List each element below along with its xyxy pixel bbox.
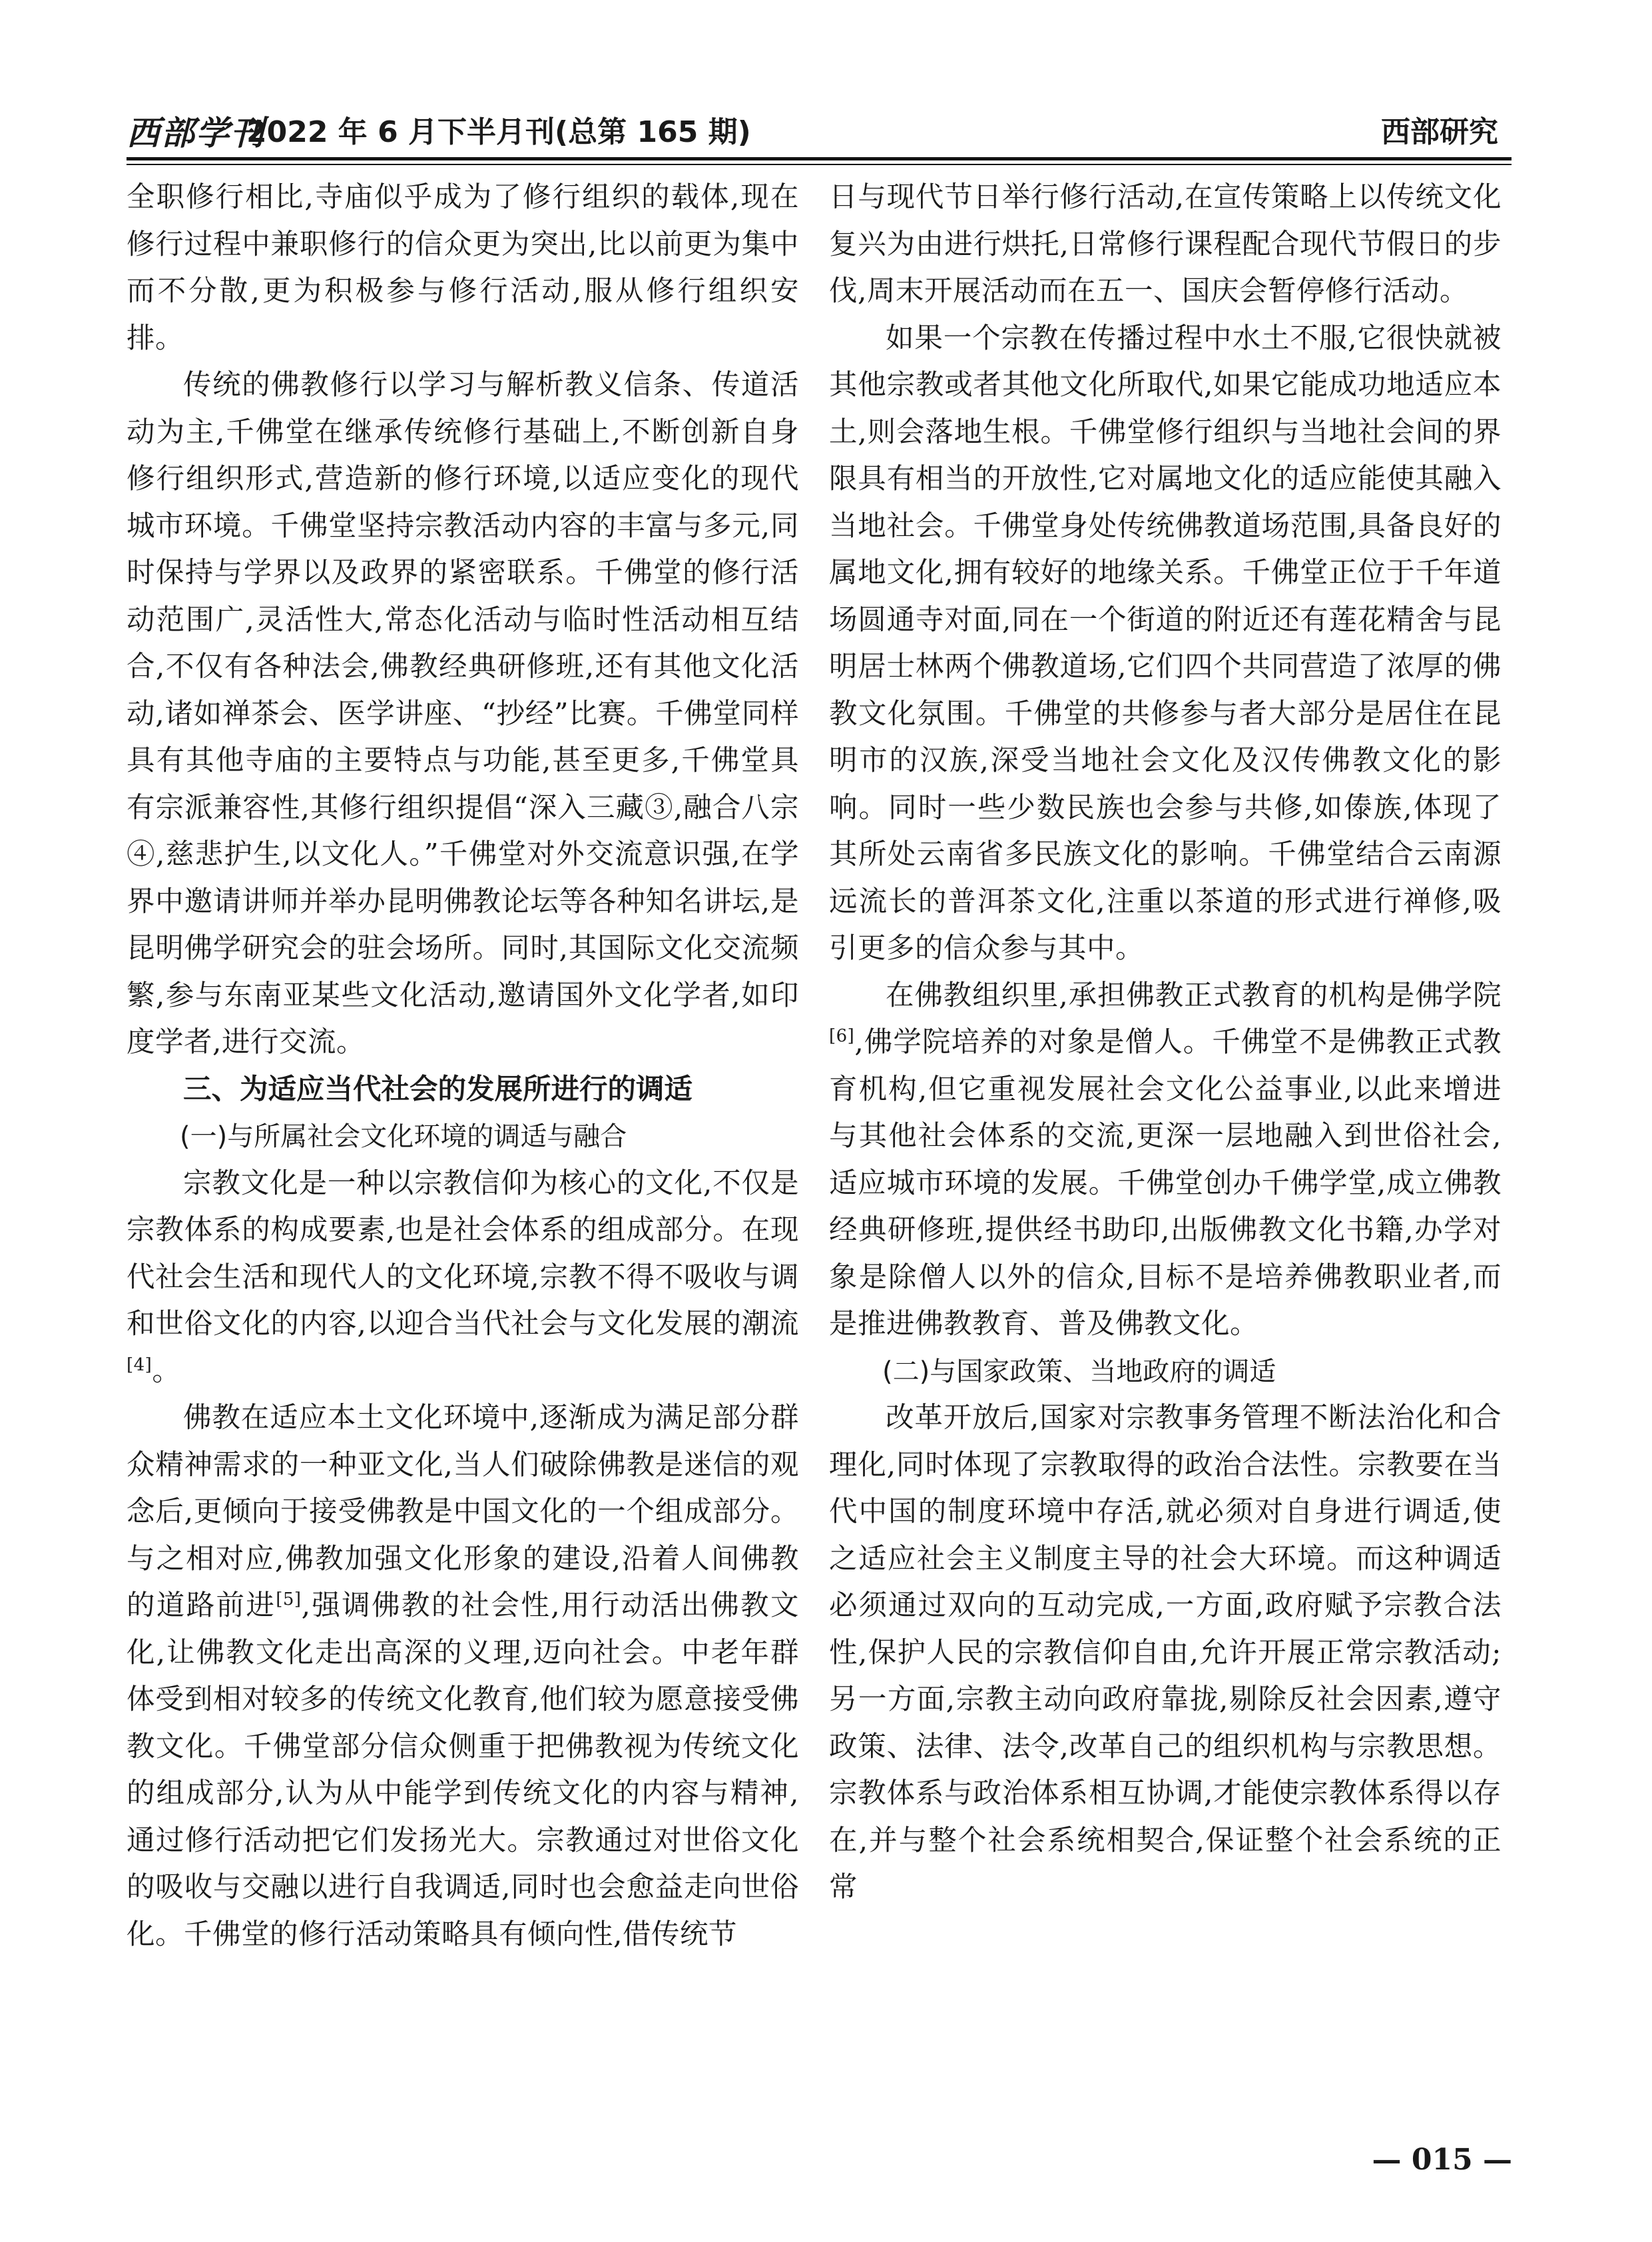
page-header bbox=[127, 105, 1512, 152]
left-column bbox=[127, 174, 799, 1958]
citation-marker: [4] bbox=[127, 1354, 152, 1375]
paragraph: 佛教在适应本土文化环境中,逐渐成为满足部分群众精神需求的一种亚文化,当人们破除佛教是迷信的观念后,更倾向于接受佛教是中国文化的一个组成部分。与之相对应,佛教加强文化形象的建设,沿着人间佛教的道路前进[5],强调佛教的社会性,用行动活出佛教文化,让佛教文化走出高深的义理,迈向社会。中老年群体受到相对较多的传统文化教育,他们较为愿意接受佛教文化。千佛堂部分信众侧重于把佛教视为传统文化的组成部分,认为从中能学到传统文化的内容与精神,通过修行活动把它们发扬光大。宗教通过对世俗文化的吸收与交融以进行自我调适,同时也会愈益走向世俗化。千佛堂的修行活动策略具有倾向性,借传统节 bbox=[127, 1402, 799, 1951]
subsection-heading: (一)与所属社会文化环境的调适与融合 bbox=[180, 1121, 627, 1152]
journal-logo: 西部学刊 bbox=[127, 113, 265, 152]
section-heading: 三、为适应当代社会的发展所进行的调适 bbox=[183, 1073, 693, 1106]
paragraph: 在佛教组织里,承担佛教正式教育的机构是佛学院[6],佛学院培养的对象是僧人。千佛堂不是佛教正式教育机构,但它重视发展社会文化公益事业,以此来增进与其他社会体系的交流,更深一层地融入到世俗社会,适应城市环境的发展。千佛堂创办千佛学堂,成立佛教经典研修班,提供经书助印,出版佛教文化书籍,办学对象是除僧人以外的信众,目标不是培养佛教职业者,而是推进佛教教育、普及佛教文化。 bbox=[829, 979, 1502, 1340]
issue-info: 2022 年 6 月下半月刊(总第 165 期) bbox=[246, 115, 751, 149]
citation-marker: [5] bbox=[276, 1589, 302, 1609]
page-number: — 015 — bbox=[1372, 2143, 1512, 2177]
paragraph: 传统的佛教修行以学习与解析教义信条、传道活动为主,千佛堂在继承传统修行基础上,不断创新自身修行组织形式,营造新的修行环境,以适应变化的现代城市环境。千佛堂坚持宗教活动内容的丰富与多元,同时保持与学界以及政界的紧密联系。千佛堂的修行活动范围广,灵活性大,常态化活动与临时性活动相互结合,不仅有各种法会,佛教经典研修班,还有其他文化活动,诸如禅茶会、医学讲座、“抄经”比赛。千佛堂同样具有其他寺庙的主要特点与功能,甚至更多,千佛堂具有宗派兼容性,其修行组织提倡“深入三藏③,融合八宗④,慈悲护生,以文化人。”千佛堂对外交流意识强,在学界中邀请讲师并举办昆明佛教论坛等各种知名讲坛,是昆明佛学研究会的驻会场所。同时,其国际文化交流频繁,参与东南亚某些文化活动,邀请国外文化学者,如印度学者,进行交流。 bbox=[127, 369, 799, 1059]
section-title: 西部研究 bbox=[1381, 115, 1498, 149]
paragraph: 如果一个宗教在传播过程中水土不服,它很快就被其他宗教或者其他文化所取代,如果它能成功地适应本土,则会落地生根。千佛堂修行组织与当地社会间的界限具有相当的开放性,它对属地文化的适应能使其融入当地社会。千佛堂身处传统佛教道场范围,具备良好的属地文化,拥有较好的地缘关系。千佛堂正位于千年道场圆通寺对面,同在一个街道的附近还有莲花精舍与昆明居士林两个佛教道场,它们四个共同营造了浓厚的佛教文化氛围。千佛堂的共修参与者大部分是居住在昆明市的汉族,深受当地社会文化及汉传佛教文化的影响。同时一些少数民族也会参与共修,如傣族,体现了其所处云南省多民族文化的影响。千佛堂结合云南源远流长的普洱茶文化,注重以茶道的形式进行禅修,吸引更多的信众参与其中。 bbox=[829, 322, 1502, 965]
right-column bbox=[829, 174, 1502, 1912]
header-rule-thin bbox=[127, 164, 1512, 165]
citation-marker: [6] bbox=[829, 1025, 855, 1046]
paragraph: 宗教文化是一种以宗教信仰为核心的文化,不仅是宗教体系的构成要素,也是社会体系的组成部分。在现代社会生活和现代人的文化环境,宗教不得不吸收与调和世俗文化的内容,以迎合当代社会与文化发展的潮流[4]。 bbox=[127, 1167, 799, 1388]
paragraph: 改革开放后,国家对宗教事务管理不断法治化和合理化,同时体现了宗教取得的政治合法性。宗教要在当代中国的制度环境中存活,就必须对自身进行调适,使之适应社会主义制度主导的社会大环境。而这种调适必须通过双向的互动完成,一方面,政府赋予宗教合法性,保护人民的宗教信仰自由,允许开展正常宗教活动;另一方面,宗教主动向政府靠拢,剔除反社会因素,遵守政策、法律、法令,改革自己的组织机构与宗教思想。宗教体系与政治体系相互协调,才能使宗教体系得以存在,并与整个社会系统相契合,保证整个社会系统的正常 bbox=[829, 1402, 1502, 1904]
paragraph: 日与现代节日举行修行活动,在宣传策略上以传统文化复兴为由进行烘托,日常修行课程配合现代节假日的步伐,周末开展活动而在五一、国庆会暂停修行活动。 bbox=[829, 181, 1502, 308]
paragraph: 全职修行相比,寺庙似乎成为了修行组织的载体,现在修行过程中兼职修行的信众更为突出,比以前更为集中而不分散,更为积极参与修行活动,服从修行组织安排。 bbox=[127, 181, 799, 355]
subsection-heading: (二)与国家政策、当地政府的调适 bbox=[882, 1356, 1276, 1387]
header-rule-thick bbox=[127, 157, 1512, 160]
